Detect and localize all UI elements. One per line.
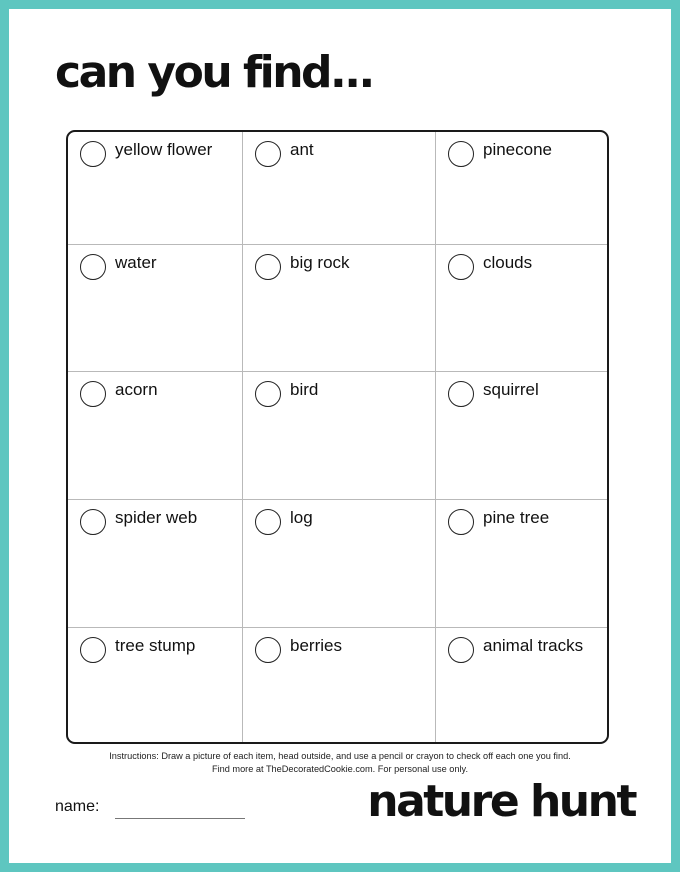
item-label: squirrel: [483, 380, 539, 399]
item-label: ant: [290, 140, 314, 159]
item-label: water: [115, 253, 157, 272]
checklist-cell: [68, 245, 243, 372]
item-label: animal tracks: [483, 636, 584, 655]
item-label: tree stump: [115, 636, 196, 655]
checklist-cell: [243, 245, 436, 372]
item-label: spider web: [115, 508, 198, 527]
instructions-text: [9, 750, 671, 775]
name-label: name:: [55, 798, 100, 815]
credit-line: Find more at TheDecoratedCookie.com. For personal use only.: [211, 763, 468, 774]
checklist-cell: [436, 245, 607, 372]
checkbox-circle[interactable]: [255, 381, 281, 407]
checklist-cell: [68, 628, 243, 742]
checklist-cell: [243, 372, 436, 500]
checkbox-circle[interactable]: [80, 254, 106, 280]
footer-title: nature hunt: [367, 776, 635, 827]
checklist-grid: [66, 130, 609, 744]
checkbox-circle[interactable]: [255, 141, 281, 167]
item-label: yellow flower: [115, 140, 213, 159]
checklist-cell: [436, 628, 607, 742]
checkbox-circle[interactable]: [448, 381, 474, 407]
checklist-cell: [436, 372, 607, 500]
checklist-cell: [243, 500, 436, 628]
item-label: big rock: [290, 253, 350, 272]
checkbox-circle[interactable]: [448, 254, 474, 280]
page-title: can you find...: [55, 47, 373, 98]
checklist-cell: [243, 628, 436, 742]
item-label: bird: [290, 380, 319, 399]
worksheet-page: [9, 9, 671, 863]
checkbox-circle[interactable]: [448, 637, 474, 663]
item-label: pinecone: [483, 140, 553, 159]
name-field[interactable]: [115, 818, 245, 819]
checkbox-circle[interactable]: [80, 381, 106, 407]
item-label: berries: [290, 636, 342, 655]
checkbox-circle[interactable]: [255, 509, 281, 535]
item-label: log: [290, 508, 313, 527]
checklist-cell: [436, 500, 607, 628]
checkbox-circle[interactable]: [80, 141, 106, 167]
checklist-cell: [68, 500, 243, 628]
checkbox-circle[interactable]: [80, 637, 106, 663]
instructions-line: Instructions: Draw a picture of each item, head outside, and use a pencil or crayon to check off each one you find.: [109, 751, 571, 761]
item-label: acorn: [115, 380, 158, 399]
checklist-cell: [68, 372, 243, 500]
checkbox-circle[interactable]: [448, 509, 474, 535]
checklist-cell: [243, 132, 436, 245]
checkbox-circle[interactable]: [80, 509, 106, 535]
checklist-cell: [68, 132, 243, 245]
checkbox-circle[interactable]: [448, 141, 474, 167]
checkbox-circle[interactable]: [255, 637, 281, 663]
checklist-cell: [436, 132, 607, 245]
checkbox-circle[interactable]: [255, 254, 281, 280]
item-label: pine tree: [483, 508, 550, 527]
item-label: clouds: [483, 253, 533, 272]
